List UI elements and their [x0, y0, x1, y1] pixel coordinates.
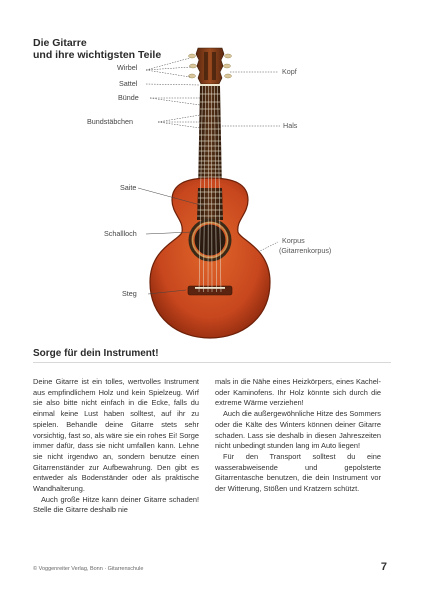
label-schalloch: Schallloch: [104, 229, 137, 238]
label-steg: Steg: [122, 289, 137, 298]
label-hals: Hals: [283, 121, 298, 130]
paragraph: mals in die Nähe eines Heizkörpers, eines Kachel- oder Kaminofens. Ihr Holz könnte sich durch die extreme Wärme verziehen!: [215, 377, 381, 408]
footer-credit: © Voggenreiter Verlag, Bonn · Gitarrenschule: [33, 566, 144, 572]
section-divider: [33, 362, 391, 363]
label-kopf: Kopf: [282, 67, 297, 76]
paragraph: Für den Transport solltest du eine wasserabweisende und gepolsterte Gitarrentasche benutzen, die dein Instrument vor der Witterung, Stößen und Kratzern schützt.: [215, 451, 381, 494]
label-wirbel: Wirbel: [117, 63, 138, 72]
guitar-headstock: [196, 48, 224, 84]
title-line-1: Die Gitarre: [33, 37, 87, 49]
label-bundstaebchen: Bundstäbchen: [87, 117, 133, 126]
paragraph: Auch die außergewöhnliche Hitze des Sommers oder die Kälte des Winters können deiner Gitarre schaden. Lass sie deshalb in diesen Jahreszeiten nicht unbedingt stunden lang im Auto liegen!: [215, 409, 381, 451]
text-column-right: [215, 377, 381, 495]
label-korpus-sub: (Gitarrenkorpus): [279, 246, 332, 255]
label-saite: Saite: [120, 183, 137, 192]
section-title: Sorge für dein Instrument!: [33, 348, 159, 359]
label-buende: Bünde: [118, 93, 139, 102]
title-line-2: und ihre wichtigsten Teile: [33, 49, 162, 61]
label-sattel: Sattel: [119, 79, 138, 88]
paragraph: Auch große Hitze kann deiner Gitarre schaden! Stelle die Gitarre deshalb nie: [33, 494, 199, 515]
page-number: 7: [380, 561, 387, 573]
text-column-left: [33, 377, 199, 516]
paragraph: Deine Gitarre ist ein tolles, wertvolles Instrument aus empfindlichem Holz und kein Spielzeug. Wirf sie also bitte nicht einfach in die Ecke, falls du einmal keine Lust haben solltest, auf ihr zu spielen. Behandle deine Gitarre stets sehr vorsichtig, fast so, als wäre sie ein rohes Ei! Sorge immer dafür, dass sie nicht umfallen kann. Lehne sie nicht irgendwo an, sondern benutze einen Gitarrenständer zur Aufbewahrung. Den gibt es entweder als Bodenständer oder als praktische Wandhalterung.: [33, 377, 199, 494]
guitar-soundhole: [195, 225, 226, 256]
label-korpus: Korpus: [282, 236, 305, 245]
